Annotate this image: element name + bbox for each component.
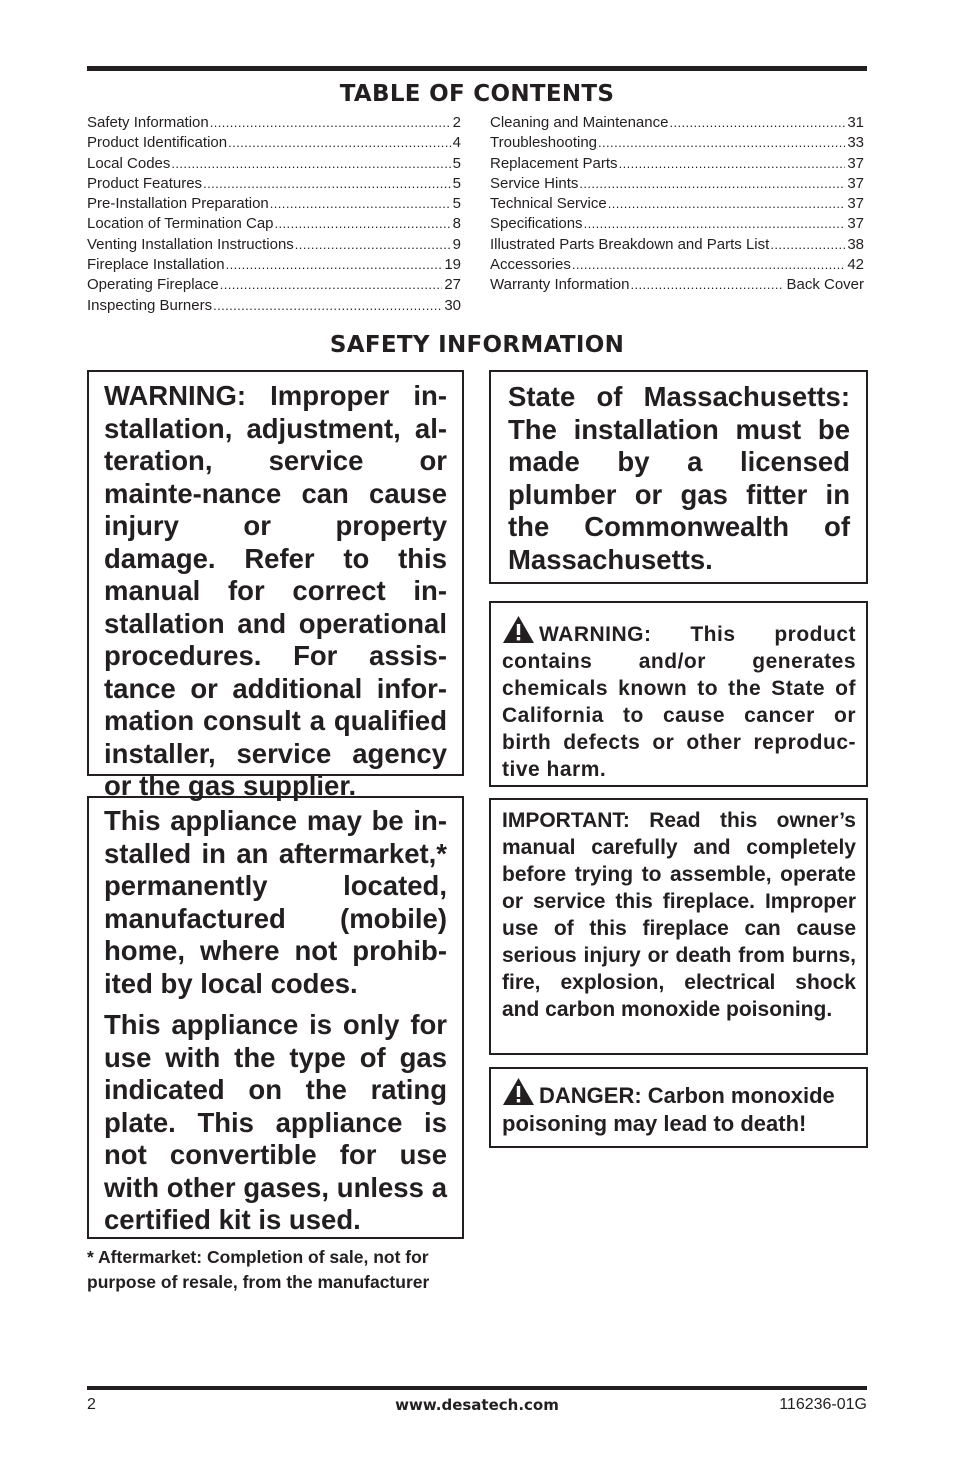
danger-box <box>489 1067 868 1148</box>
warning-triangle-icon <box>502 615 535 644</box>
toc-dot-leader <box>220 275 443 295</box>
toc-entry-title: Product Identification <box>87 134 228 152</box>
toc-entry-title: Pre-Installation Preparation <box>87 195 269 213</box>
massachusetts-text: State of Massachusetts: The installation must be made by a licensed plumber or gas fitter in the Commonwealth of Massachusetts. <box>508 381 850 575</box>
toc-dot-leader <box>598 133 845 153</box>
toc-entry <box>87 255 461 275</box>
california-warning-text: WARNING: This product contains and/or generates chemicals known to the State of California to cause cancer or birth defects or other reproduc-tive harm. <box>502 623 856 781</box>
toc-entry <box>490 235 864 255</box>
toc-entry-page: 33 <box>847 134 864 152</box>
toc-entry-title: Safety Information <box>87 114 209 131</box>
toc-entry <box>87 113 461 133</box>
toc-entry <box>490 214 864 234</box>
toc-dot-leader <box>226 255 443 275</box>
important-box <box>489 798 868 1055</box>
toc-entry <box>490 194 864 214</box>
top-rule <box>87 66 867 71</box>
toc-entry-page: 38 <box>847 235 864 253</box>
website-url: www.desatech.com <box>395 1396 559 1414</box>
toc-entry-title: Operating Fireplace <box>87 276 219 294</box>
toc-entry <box>87 235 461 255</box>
danger-warning <box>502 1077 856 1138</box>
toc-entry-title: Location of Termination Cap <box>87 215 274 233</box>
toc-dot-leader <box>579 174 845 194</box>
toc-entry-page: 2 <box>452 114 461 131</box>
toc-right-column <box>490 113 864 296</box>
warning-text: WARNING: Improper in-stallation, adjustment, al-teration, service or mainte-nance can cause injury or property damage. Refer to this manual for correct in-stallation and operational procedures. For assis-tance or additional infor-mation consult a qualified installer, service agency or the gas supplier. <box>104 380 447 801</box>
appliance-box <box>87 796 464 1239</box>
toc-entry-title: Warranty Information <box>490 276 630 294</box>
toc-entry <box>87 296 461 316</box>
toc-entry <box>87 275 461 295</box>
bottom-rule <box>87 1386 867 1390</box>
toc-entry-page: 31 <box>847 114 864 131</box>
toc-entry-title: Cleaning and Maintenance <box>490 114 669 131</box>
toc-entry-page: 37 <box>847 154 864 172</box>
warning-box <box>87 370 464 801</box>
toc-entry-page: 8 <box>452 215 461 233</box>
toc-entry-page: 37 <box>847 215 864 233</box>
toc-entry <box>490 255 864 275</box>
danger-text: DANGER: Carbon monoxide poisoning may lead to death! <box>502 1083 835 1136</box>
toc-entry <box>87 194 461 214</box>
toc-entry-title: Accessories <box>490 256 571 274</box>
toc-entry-page: 4 <box>452 134 461 152</box>
appliance-mobile-home-text: This appliance may be in-stalled in an aftermarket,* permanently located, manufactured (mobile) home, where not prohib-ited by local codes. <box>104 805 447 999</box>
toc-entry <box>490 174 864 194</box>
toc-entry <box>490 154 864 174</box>
toc-left-column <box>87 113 461 316</box>
page-number: 2 <box>87 1396 96 1413</box>
toc-dot-leader <box>572 255 845 275</box>
toc-dot-leader <box>295 235 451 255</box>
toc-title: TABLE OF CONTENTS <box>339 81 615 107</box>
aftermarket-footnote: * Aftermarket: Completion of sale, not for purpose of resale, from the manufacturer <box>87 1247 430 1292</box>
toc-entry-title: Venting Installation Instructions <box>87 235 294 253</box>
toc-entry-title: Specifications <box>490 215 583 233</box>
toc-entry-page: 42 <box>847 256 864 274</box>
important-text: IMPORTANT: Read this owner’s manual carefully and completely before trying to assemble, operate or service this fireplace. Improper use of this fireplace can cause serious injury or death from burns, fire, explosion, electrical shock and carbon monoxide poisoning. <box>502 809 856 1021</box>
toc-entry-title: Illustrated Parts Breakdown and Parts List <box>490 235 770 253</box>
toc-dot-leader <box>213 296 442 316</box>
toc-entry <box>87 154 461 174</box>
toc-dot-leader <box>770 235 845 255</box>
document-code: 116236-01G <box>779 1396 867 1413</box>
california-warning <box>502 615 856 783</box>
toc-dot-leader <box>584 214 846 234</box>
toc-dot-leader <box>669 113 845 133</box>
toc-dot-leader <box>631 275 785 295</box>
toc-entry-page: 37 <box>847 174 864 192</box>
toc-entry <box>87 214 461 234</box>
toc-entry-title: Service Hints <box>490 174 579 192</box>
toc-dot-leader <box>210 113 451 133</box>
toc-entry-page: 37 <box>847 195 864 213</box>
toc-entry <box>490 133 864 153</box>
toc-dot-leader <box>608 194 846 214</box>
toc-entry-page: 27 <box>444 276 461 294</box>
toc-entry <box>490 113 864 133</box>
toc-entry-title: Troubleshooting <box>490 134 598 152</box>
toc-entry-page: 5 <box>452 174 461 192</box>
toc-entry <box>87 174 461 194</box>
toc-entry-page: 19 <box>444 256 461 274</box>
toc-dot-leader <box>619 154 846 174</box>
toc-dot-leader <box>228 133 451 153</box>
toc-entry-title: Technical Service <box>490 195 607 213</box>
toc-dot-leader <box>203 174 451 194</box>
toc-entry-title: Product Features <box>87 174 203 192</box>
toc-entry-title: Replacement Parts <box>490 154 618 172</box>
toc-entry-page: 5 <box>452 195 461 213</box>
toc-entry-page: 9 <box>452 235 461 253</box>
toc-entry <box>490 275 864 295</box>
toc-dot-leader <box>171 154 450 174</box>
appliance-gas-type-text: This appliance is only for use with the type of gas indicated on the rating plate. This appliance is not convertible for use with other gases, unless a certified kit is used. <box>104 1009 447 1235</box>
toc-entry-page: 30 <box>444 296 461 314</box>
toc-dot-leader <box>275 214 451 234</box>
massachusetts-box <box>489 370 868 584</box>
toc-entry <box>87 133 461 153</box>
safety-title: SAFETY INFORMATION <box>329 332 625 358</box>
toc-entry-page: Back Cover <box>786 276 864 294</box>
toc-dot-leader <box>270 194 451 214</box>
toc-entry-title: Inspecting Burners <box>87 296 213 314</box>
toc-entry-title: Fireplace Installation <box>87 256 225 274</box>
toc-entry-title: Local Codes <box>87 154 171 172</box>
toc-entry-page: 5 <box>452 154 461 172</box>
california-warning-box <box>489 601 868 787</box>
warning-triangle-icon <box>502 1077 535 1106</box>
